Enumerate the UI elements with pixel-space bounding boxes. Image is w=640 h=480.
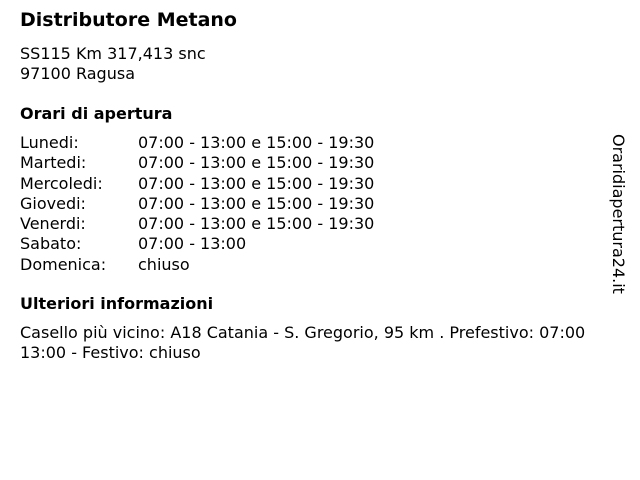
day-label: Venerdi: bbox=[20, 214, 86, 234]
day-label: Domenica: bbox=[20, 254, 107, 274]
opening-hours-heading: Orari di apertura bbox=[20, 104, 173, 123]
day-label: Martedi: bbox=[20, 153, 87, 173]
day-hours: 07:00 - 13:00 e 15:00 - 19:30 bbox=[138, 133, 375, 152]
page-title: Distributore Metano bbox=[20, 9, 237, 31]
day-hours: 07:00 - 13:00 e 15:00 - 19:30 bbox=[138, 153, 375, 173]
day-hours: chiuso bbox=[138, 254, 190, 274]
day-label: Sabato: bbox=[20, 234, 82, 254]
day-hours: 07:00 - 13:00 bbox=[138, 234, 247, 254]
address-street: SS115 Km 317,413 snc bbox=[20, 44, 206, 63]
site-watermark: Oraridiapertura24.it bbox=[609, 134, 628, 294]
day-label: Lunedi: bbox=[20, 133, 79, 152]
address-city: 97100 Ragusa bbox=[20, 64, 135, 83]
day-hours: 07:00 - 13:00 e 15:00 - 19:30 bbox=[138, 214, 375, 234]
address bbox=[20, 44, 206, 84]
day-hours: 07:00 - 13:00 e 15:00 - 19:30 bbox=[138, 193, 375, 213]
more-info-text: Casello più vicino: A18 Catania - S. Gregorio, 95 km . Prefestivo: 07:00 13:00 - Festivo: chiuso bbox=[20, 323, 586, 362]
more-info-heading: Ulteriori informazioni bbox=[20, 294, 214, 313]
day-label: Giovedi: bbox=[20, 193, 86, 213]
day-label: Mercoledi: bbox=[20, 173, 103, 193]
day-hours: 07:00 - 13:00 e 15:00 - 19:30 bbox=[138, 173, 375, 193]
